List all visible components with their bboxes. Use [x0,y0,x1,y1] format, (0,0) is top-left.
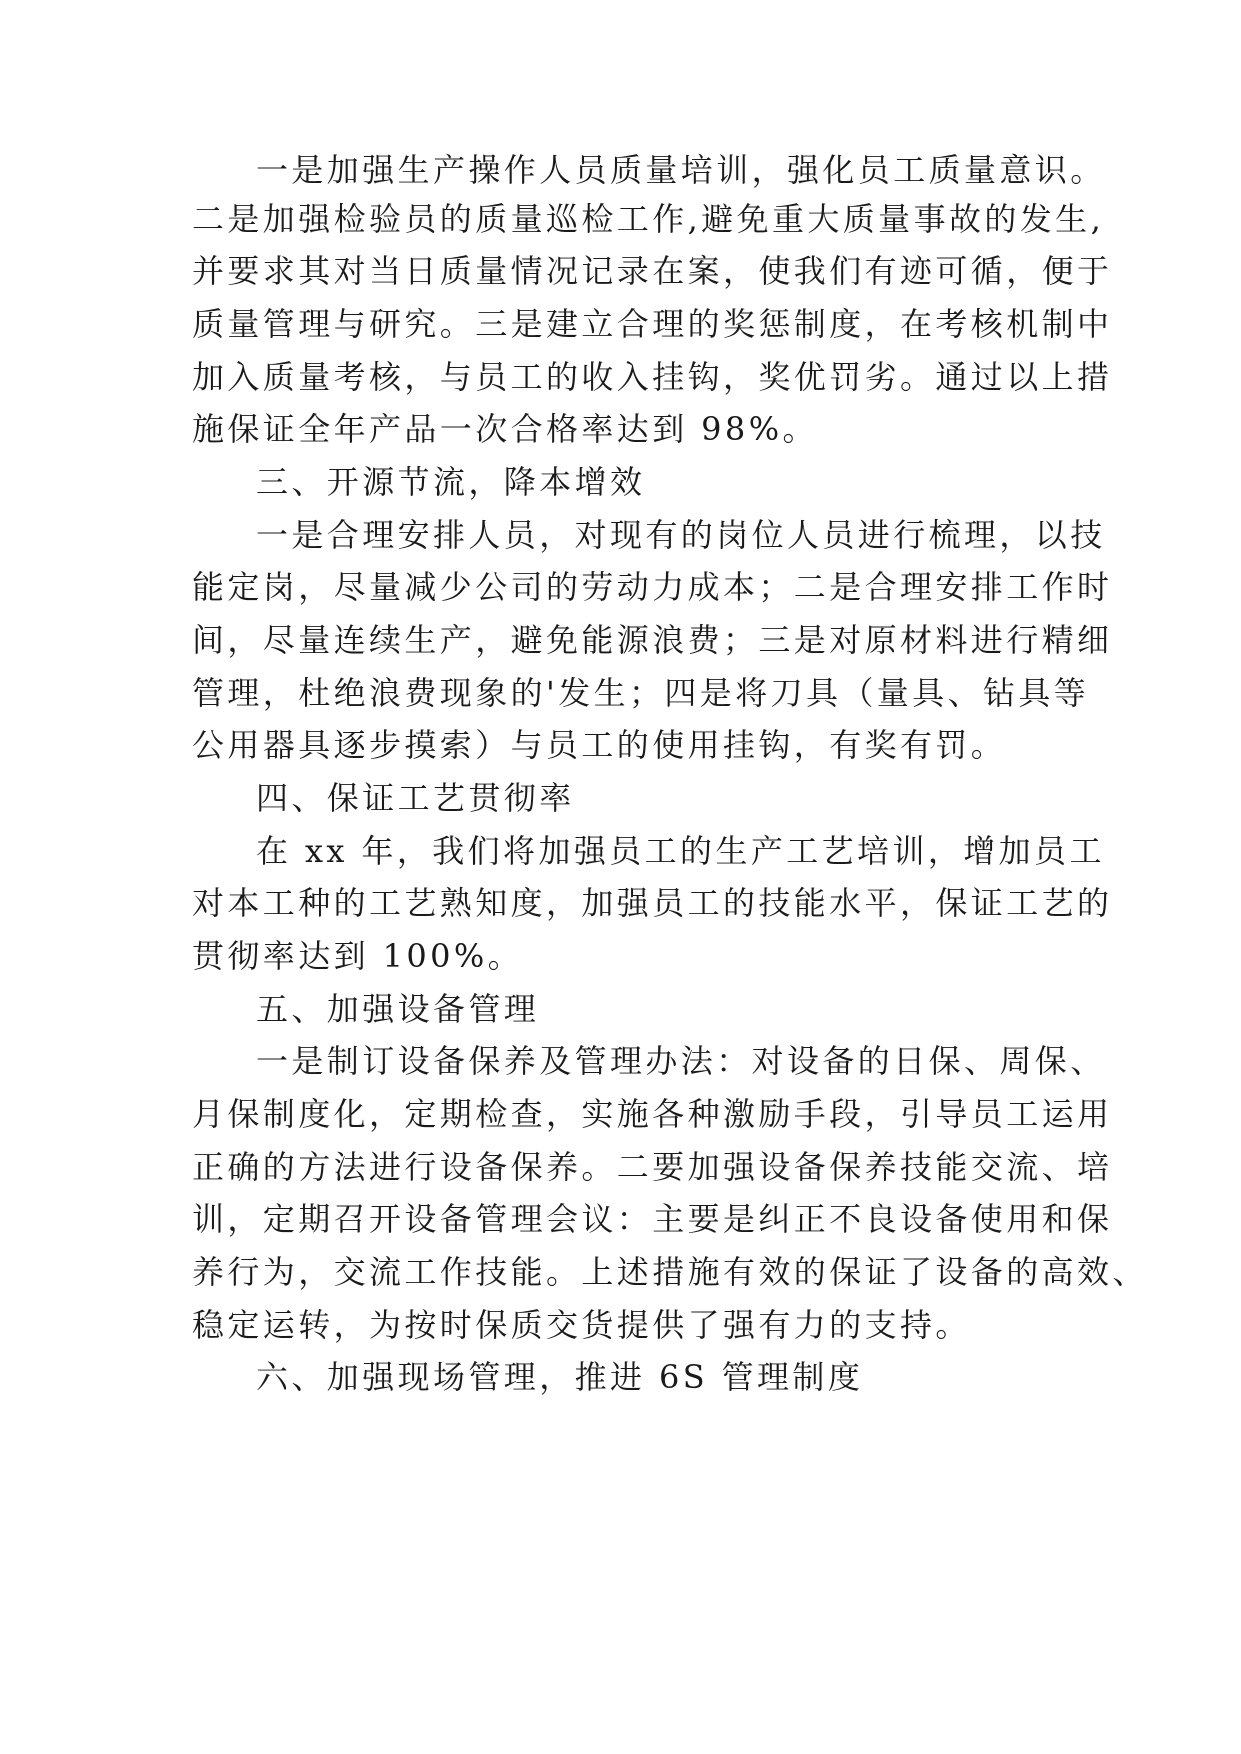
text-line: 能定岗，尽量减少公司的劳动力成本；二是合理安排工作时 [192,568,1113,606]
section-heading: 四、保证工艺贯彻率 [256,779,575,817]
section-heading: 五、加强设备管理 [256,990,540,1028]
text-line: 一是制订设备保养及管理办法：对设备的日保、周保、 [256,1042,1106,1080]
text-line: 稳定运转，为按时保质交货提供了强有力的支持。 [192,1306,971,1344]
text-line: 施保证全年产品一次合格率达到 98%。 [192,410,818,448]
text-line: 正确的方法进行设备保养。二要加强设备保养技能交流、培 [192,1148,1113,1186]
text-line: 并要求其对当日质量情况记录在案，使我们有迹可循，便于 [192,252,1113,290]
section-heading: 六、加强现场管理，推进 6S 管理制度 [256,1358,864,1396]
text-line: 训，定期召开设备管理会议：主要是纠正不良设备使用和保 [192,1200,1113,1238]
text-line: 间，尽量连续生产，避免能源浪费；三是对原材料进行精细 [192,621,1113,659]
text-line: 加入质量考核，与员工的收入挂钩，奖优罚劣。通过以上措 [192,358,1113,396]
text-line: 一是加强生产操作人员质量培训，强化员工质量意识。 [256,151,1106,189]
text-line: 管理，杜绝浪费现象的'发生；四是将刀具（量具、钻具等 [192,674,1090,712]
text-line: 二是加强检验员的质量巡检工作,避免重大质量事故的发生, [192,200,1105,238]
text-line: 对本工种的工艺熟知度，加强员工的技能水平，保证工艺的 [192,884,1113,922]
text-line: 养行为，交流工作技能。上述措施有效的保证了设备的高效、 [192,1253,1148,1291]
section-heading: 三、开源节流，降本增效 [256,463,646,501]
text-line: 公用器具逐步摸索）与员工的使用挂钩，有奖有罚。 [192,726,1007,764]
text-line: 月保制度化，定期检查，实施各种激励手段，引导员工运用 [192,1095,1113,1133]
text-line: 质量管理与研究。三是建立合理的奖惩制度，在考核机制中 [192,305,1113,343]
text-line: 贯彻率达到 100%。 [192,937,524,975]
text-line: 一是合理安排人员，对现有的岗位人员进行梳理，以技 [256,516,1106,554]
text-line: 在 xx 年，我们将加强员工的生产工艺培训，增加员工 [256,832,1105,870]
